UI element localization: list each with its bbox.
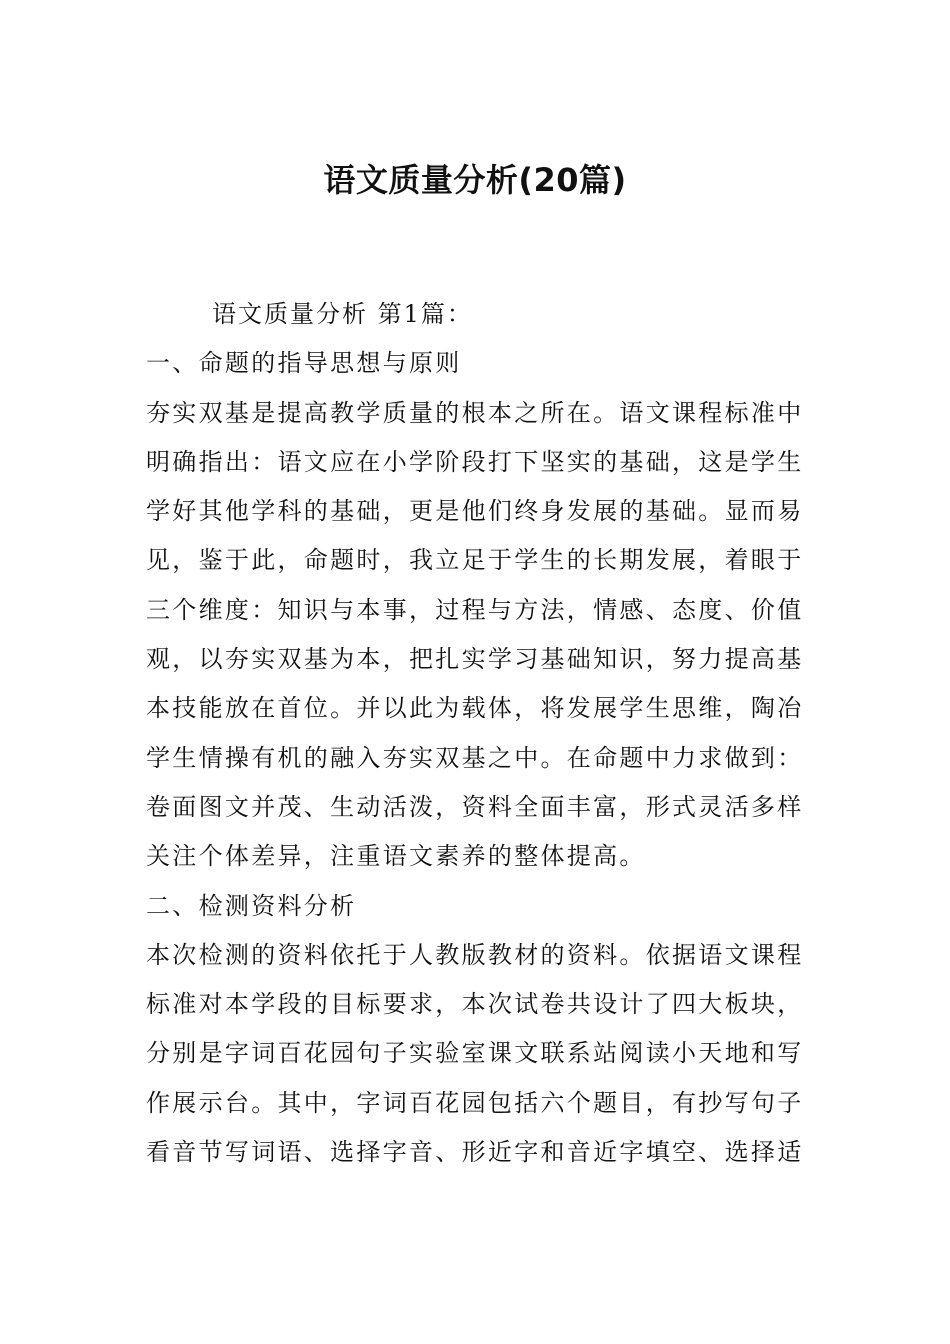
paragraph-line: 学好其他学科的基础，更是他们终身发展的基础。显而易 <box>146 497 804 526</box>
paragraph-line: 标准对本学段的目标要求，本次试卷共设计了四大板块， <box>146 990 804 1019</box>
paragraph-line: 见，鉴于此，命题时，我立足于学生的长期发展，着眼于 <box>146 546 804 575</box>
paragraph-line: 夯实双基是提高教学质量的根本之所在。语文课程标准中 <box>146 398 804 427</box>
paragraph-line: 关注个体差异，注重语文素养的整体提高。 <box>146 842 646 871</box>
paragraph-line: 看音节写词语、选择字音、形近字和音近字填空、选择适 <box>146 1138 804 1167</box>
paragraph-line: 学生情操有机的融入夯实双基之中。在命题中力求做到： <box>146 743 804 772</box>
document-title: 语文质量分析(20篇) <box>323 161 627 199</box>
paragraph-line: 明确指出：语文应在小学阶段打下坚实的基础，这是学生 <box>146 447 804 476</box>
paragraph-line: 作展示台。其中，字词百花园包括六个题目，有抄写句子 <box>146 1088 804 1117</box>
article-subheading: 语文质量分析 第1篇： <box>212 300 473 328</box>
section-heading: 二、检测资料分析 <box>146 891 357 920</box>
document-body <box>146 290 816 1177</box>
paragraph-line: 观，以夯实双基为本，把扎实学习基础知识，努力提高基 <box>146 645 804 674</box>
section-heading: 一、命题的指导思想与原则 <box>146 349 462 378</box>
paragraph-line: 本次检测的资料依托于人教版教材的资料。依据语文课程 <box>146 940 804 969</box>
paragraph-line: 卷面图文并茂、生动活泼，资料全面丰富，形式灵活多样 <box>146 792 804 821</box>
paragraph-line: 分别是字词百花园句子实验室课文联系站阅读小天地和写 <box>146 1039 804 1068</box>
paragraph-line: 本技能放在首位。并以此为载体，将发展学生思维，陶冶 <box>146 694 804 723</box>
paragraph-line: 三个维度：知识与本事，过程与方法，情感、态度、价值 <box>146 595 804 624</box>
